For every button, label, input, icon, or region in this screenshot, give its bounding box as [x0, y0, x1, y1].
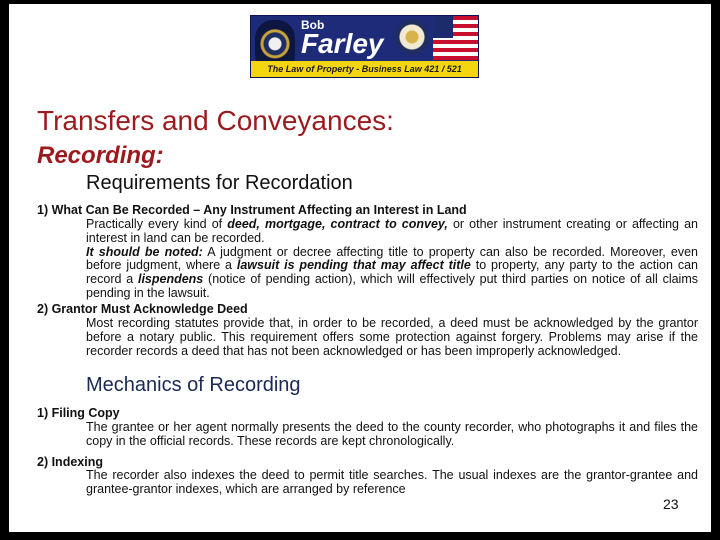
emphasis-note: It should be noted:: [86, 244, 203, 259]
item-paragraph-indexing: The recorder also indexes the deed to permit title searches. The usual indexes are the grantor-grantee and grantee-grantor indexes, which are arranged by reference: [86, 468, 698, 496]
emphasis-deed: deed, mortgage, contract to convey,: [227, 217, 448, 231]
emphasis-lispendens: lispendens: [137, 272, 204, 287]
slide-subtitle: Recording:: [37, 142, 164, 169]
text-run: A judgment or decree affecting title to property can also be recorded. Moreover, even before judgment, where a: [86, 244, 698, 273]
header-banner: [250, 15, 479, 78]
text-run: (notice of pending action), which will effectively put third parties on notice of all claims pending in the lawsuit.: [86, 272, 698, 300]
item-paragraph-what-can-be-recorded: [86, 218, 698, 301]
item-heading-grantor-acknowledge: 2) Grantor Must Acknowledge Deed: [37, 302, 248, 316]
emphasis-lawsuit: lawsuit is pending that may affect title: [236, 258, 471, 273]
text-run: to property, any party to the action can record a: [86, 258, 698, 287]
text-run: or other instrument creating or affecting an interest in land can be recorded.: [86, 217, 698, 245]
us-flag-icon: [433, 16, 478, 60]
item-heading-what-can-be-recorded: 1) What Can Be Recorded – Any Instrument Affecting an Interest in Land: [37, 203, 467, 217]
slide: [9, 4, 711, 532]
banner-tagline: The Law of Property - Business Law 421 / 521: [251, 61, 478, 77]
brand-last-name: Farley: [301, 28, 384, 59]
section-heading-mechanics: Mechanics of Recording: [86, 374, 301, 396]
slide-title: Transfers and Conveyances:: [37, 105, 394, 136]
item-paragraph-grantor-acknowledge: Most recording statutes provide that, in order to be recorded, a deed must be acknowledged by the grantor before a notary public. This requirement offers some protection against forgery. Problems may arise if the recorder records a deed that has not been acknowledged or has been improperly acknowledged.: [86, 316, 698, 358]
item-heading-filing-copy: 1) Filing Copy: [37, 406, 120, 420]
item-heading-indexing: 2) Indexing: [37, 455, 103, 469]
item-paragraph-filing-copy: The grantee or her agent normally presents the deed to the county recorder, who photographs it and files the copy in the official records. These records are kept chronologically.: [86, 420, 698, 448]
state-seal-icon: [395, 20, 429, 54]
text-run: Practically every kind of: [86, 217, 228, 231]
section-heading-requirements: Requirements for Recordation: [86, 172, 353, 194]
page-number: 23: [663, 496, 679, 512]
brand-first-name: Bob: [301, 18, 325, 32]
